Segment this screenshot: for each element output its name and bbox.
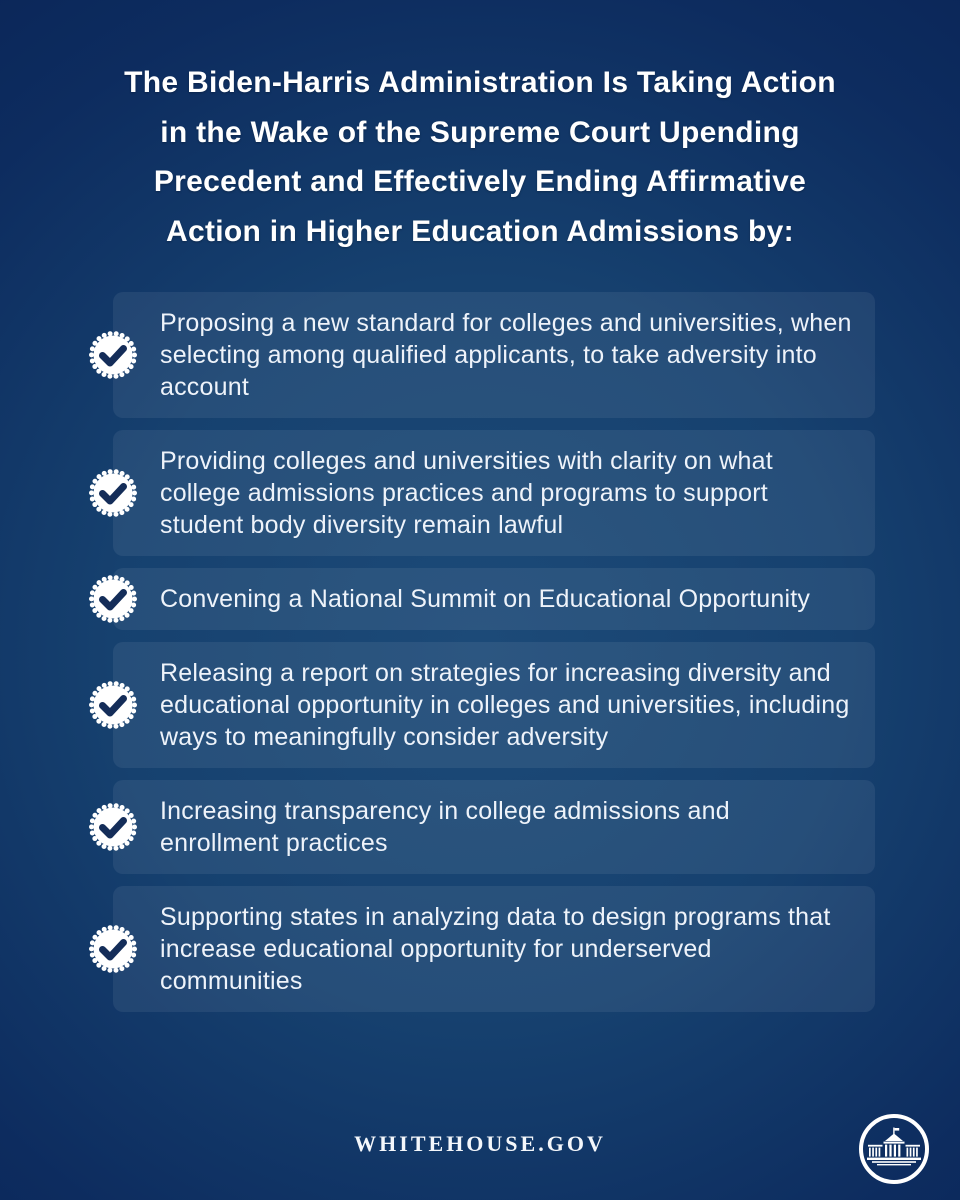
check-seal-icon xyxy=(86,922,140,976)
title-line: The Biden-Harris Administration Is Taking Action xyxy=(124,66,836,99)
check-seal-icon xyxy=(86,678,140,732)
whitehouse-gov-label: WHITEHOUSE.GOV xyxy=(354,1131,606,1156)
checklist-item-card xyxy=(113,292,875,418)
checklist-item-card xyxy=(113,642,875,768)
checklist-item-text: Convening a National Summit on Educational Opportunity xyxy=(160,585,811,613)
title-line: Action in Higher Education Admissions by: xyxy=(166,214,794,248)
checklist-item-card xyxy=(113,568,875,630)
white-house-logo-icon xyxy=(857,1112,931,1186)
action-checklist xyxy=(113,292,875,1012)
checklist-item-text: Increasing transparency in college admissions and enrollment practices xyxy=(160,797,730,857)
title-line: in the Wake of the Supreme Court Upending xyxy=(160,115,800,149)
checklist-item-text: Releasing a report on strategies for increasing diversity and educational opportunity in colleges and universities, including ways to meaningfully consider adversity xyxy=(160,659,850,751)
title-line: Precedent and Effectively Ending Affirmative xyxy=(153,165,807,198)
check-seal-icon xyxy=(86,328,140,382)
check-seal-icon xyxy=(86,800,140,854)
checklist-item-card xyxy=(113,780,875,874)
checklist-item-card xyxy=(113,430,875,556)
page-title xyxy=(40,58,920,256)
check-seal-icon xyxy=(86,466,140,520)
checklist-item-text: Proposing a new standard for colleges and universities, when selecting among qualified applicants, to take adversity into account xyxy=(160,309,852,401)
checklist-item-text: Providing colleges and universities with clarity on what college admissions practices and programs to support student body diversity remain lawful xyxy=(160,447,773,539)
checklist-item-text: Supporting states in analyzing data to design programs that increase educational opportunity for underserved communities xyxy=(160,903,831,995)
check-seal-icon xyxy=(86,572,140,626)
checklist-item-card xyxy=(113,886,875,1012)
